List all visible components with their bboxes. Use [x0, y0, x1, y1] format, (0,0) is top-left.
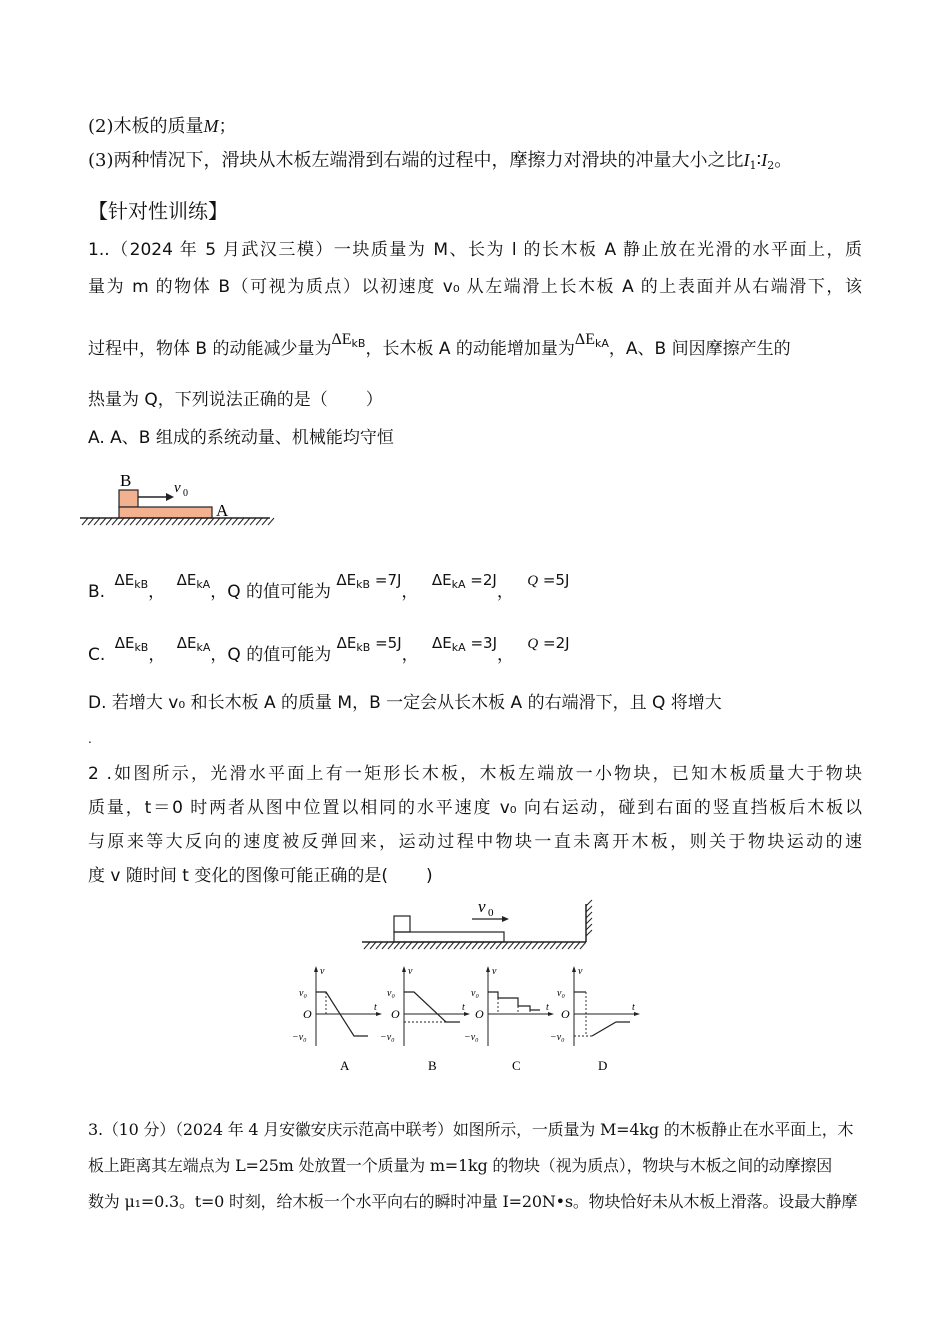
graph-B — [380, 966, 470, 1073]
hatch-mark — [418, 942, 424, 949]
hatch-mark — [130, 518, 136, 525]
hatch-mark — [136, 518, 142, 525]
hatch-mark — [142, 518, 148, 525]
block-b — [119, 490, 138, 507]
option-c-v3: Q =2J — [527, 634, 570, 652]
label-v-sub: 0 — [488, 907, 494, 919]
v-arrow-icon — [402, 966, 406, 972]
hatch-mark — [232, 518, 238, 525]
hatch-mark — [244, 518, 250, 525]
hatch-mark — [208, 518, 214, 525]
t-label: t — [546, 1002, 549, 1013]
hatch-mark — [148, 518, 154, 525]
q1-line2: 量为 m 的物体 B（可视为质点）以初速度 v₀ 从左端滑上长木板 A 的上表面并从右端滑下，该 — [88, 277, 862, 297]
origin-label: O — [561, 1007, 570, 1021]
q2-line4-text: 度 v 随时间 t 变化的图像可能正确的是( — [88, 866, 388, 886]
graph-letter: C — [512, 1058, 521, 1073]
hatch-mark — [196, 518, 202, 525]
hatch-mark — [484, 942, 490, 949]
option-c-dEkB: $\Delta E_{kB}$ — [114, 634, 149, 654]
hatch-mark — [190, 518, 196, 525]
hatch-mark — [496, 942, 502, 949]
q3-line1: 3.（10 分）（2024 年 4 月安徽安庆示范高中联考）如图所示，一质量为 M=4kg 的木板静止在水平面上，木 — [88, 1120, 854, 1139]
graph-D — [550, 966, 640, 1073]
hatch-mark — [268, 518, 274, 525]
q2-line3: 与原来等大反向的速度被反弹回来，运动过程中物块一直未离开木板，则关于物块运动的速 — [88, 832, 862, 852]
q1-line3-a: 过程中，物体 B 的动能减少量为 — [88, 339, 332, 359]
item-2-text: (2)木板的质量 — [88, 116, 204, 137]
hatch-mark — [370, 942, 376, 949]
v0-label: v₀ — [557, 988, 565, 999]
neg-v0-label: −v₀ — [464, 1032, 479, 1043]
q1-line4 — [88, 388, 383, 412]
option-c-v1: $\Delta E_{kB} =5J$ — [336, 634, 402, 654]
hatch-mark — [400, 942, 406, 949]
neg-v0-label: −v₀ — [550, 1032, 565, 1043]
hatch-mark — [430, 942, 436, 949]
v-arrow-icon — [314, 966, 318, 972]
option-b-v3: Q =5J — [527, 571, 570, 589]
q3-line2: 板上距离其左端点为 L=25m 处放置一个质量为 m=1kg 的物块（视为质点），物块与木板之间的动摩擦因 — [88, 1156, 833, 1175]
hatch-mark — [184, 518, 190, 525]
hatch-mark — [460, 942, 466, 949]
hatch-mark — [514, 942, 520, 949]
q2-line2: 质量，t＝0 时两者从图中位置以相同的水平速度 v₀ 向右运动，碰到右面的竖直挡板后木板以 — [88, 798, 862, 818]
t-label: t — [462, 1002, 465, 1013]
hatch-mark — [586, 924, 592, 930]
hatch-mark — [124, 518, 130, 525]
velocity-curve — [488, 992, 540, 1010]
item-3-text: (3)两种情况下，滑块从木板左端滑到右端的过程中，摩擦力对滑块的冲量大小之比 — [88, 150, 744, 171]
graph-A — [292, 966, 382, 1073]
hatch-mark — [442, 942, 448, 949]
hatch-mark — [580, 942, 586, 949]
board-a — [119, 507, 212, 518]
v0-label: v₀ — [299, 988, 307, 999]
hatch-mark — [520, 942, 526, 949]
hatch-mark — [562, 942, 568, 949]
neg-v0-label: −v₀ — [292, 1032, 307, 1043]
hatch-mark — [262, 518, 268, 525]
q2-line4 — [88, 864, 433, 888]
q1-figure — [78, 468, 278, 534]
q1-option-c: C. $\Delta E_{kB}$， $\Delta E_{kA}$，Q 的值可能为 $\Delta E_{kB} =5J$， $\Delta E_{kA} =3J$， Q =2J — [88, 634, 570, 665]
hatch-mark — [550, 942, 556, 949]
q1-line4-text: 热量为 Q，下列说法正确的是（ — [88, 390, 328, 410]
option-b-v1: $\Delta E_{kB} =7J$ — [336, 571, 402, 591]
origin-label: O — [475, 1007, 484, 1021]
arrow-head-icon — [166, 493, 174, 501]
item-2-var: M — [203, 116, 219, 136]
long-board — [394, 932, 504, 942]
hatch-mark — [106, 518, 112, 525]
label-v: v — [478, 897, 486, 916]
hatch-mark — [424, 942, 430, 949]
graph-C — [464, 966, 554, 1073]
option-c-dEkA: $\Delta E_{kA}$ — [176, 634, 211, 654]
label-v: v — [174, 480, 181, 496]
option-b-v2: $\Delta E_{kA} =2J$ — [431, 571, 497, 591]
graph-letter: D — [598, 1058, 608, 1073]
hatch-mark — [118, 518, 124, 525]
hatch-mark — [88, 518, 94, 525]
option-b-prefix: B. — [88, 582, 106, 602]
hatch-mark — [94, 518, 100, 525]
item-2 — [88, 114, 237, 139]
item-3-i1: I — [743, 150, 750, 170]
t-arrow-icon — [464, 1012, 470, 1016]
hatch-mark — [538, 942, 544, 949]
q2-figure — [360, 896, 600, 954]
q1-line3-c: ，A、B 间因摩擦产生的 — [608, 339, 791, 359]
graph-letter: A — [340, 1058, 350, 1073]
item-2-end: ； — [218, 116, 237, 137]
hatch-mark — [508, 942, 514, 949]
hatch-mark — [160, 518, 166, 525]
v-label: v — [578, 966, 583, 977]
hatch-mark — [466, 942, 472, 949]
v0-label: v₀ — [471, 988, 479, 999]
hatch-mark — [586, 918, 592, 924]
q2-line1: 2 .如图所示，光滑水平面上有一矩形长木板，木板左端放一小物块，已知木板质量大于物块 — [88, 764, 862, 784]
hatch-mark — [382, 942, 388, 949]
hatch-mark — [490, 942, 496, 949]
t-label: t — [632, 1002, 635, 1013]
hatch-mark — [154, 518, 160, 525]
hatch-mark — [112, 518, 118, 525]
option-c-v2: $\Delta E_{kA} =3J$ — [432, 634, 498, 654]
v-label: v — [492, 966, 497, 977]
section-heading: 【针对性训练】 — [88, 199, 228, 223]
q1-line4-end: ） — [365, 390, 383, 410]
v-arrow-icon — [486, 966, 490, 972]
hatch-mark — [556, 942, 562, 949]
option-b-dEkB: $\Delta E_{kB}$ — [114, 571, 149, 591]
small-block — [394, 916, 410, 932]
label-b: B — [120, 471, 132, 490]
item-3-end: 。 — [774, 150, 793, 171]
hatch-mark — [586, 930, 592, 936]
v0-label: v₀ — [387, 988, 395, 999]
v-arrow-icon — [572, 966, 576, 972]
hatch-mark — [202, 518, 208, 525]
arrow-head-icon — [502, 916, 509, 922]
item-3-i2: I — [761, 150, 768, 170]
q2-graphs — [288, 964, 664, 1076]
origin-label: O — [391, 1007, 400, 1021]
hatch-mark — [178, 518, 184, 525]
q1-line3-b: ，长木板 A 的动能增加量为 — [365, 339, 575, 359]
q1-line3 — [88, 331, 791, 366]
hatch-mark — [406, 942, 412, 949]
hatch-mark — [448, 942, 454, 949]
hatch-mark — [586, 912, 592, 918]
hatch-mark — [256, 518, 262, 525]
hatch-mark — [586, 900, 592, 906]
dEkB-symbol: $\Delta E_{kB}$ — [331, 331, 366, 350]
t-arrow-icon — [634, 1012, 640, 1016]
hatch-mark — [250, 518, 256, 525]
hatch-mark — [502, 942, 508, 949]
hatch-mark — [364, 942, 370, 949]
hatch-mark — [376, 942, 382, 949]
q2-line4-end: ) — [425, 866, 433, 886]
v-label: v — [320, 966, 325, 977]
option-b-dEkA: $\Delta E_{kA}$ — [176, 571, 211, 591]
q1-option-a: A. A、B 组成的系统动量、机械能均守恒 — [88, 428, 394, 448]
hatch-mark — [586, 906, 592, 912]
hatch-mark — [436, 942, 442, 949]
origin-label: O — [303, 1007, 312, 1021]
graph-letter: B — [428, 1058, 437, 1073]
hatch-mark — [526, 942, 532, 949]
hatch-mark — [394, 942, 400, 949]
label-a: A — [216, 501, 229, 520]
item-3-sep: ∶ — [756, 150, 762, 171]
velocity-curve — [592, 1022, 630, 1036]
hatch-mark — [388, 942, 394, 949]
dEkA-symbol: $\Delta E_{kA}$ — [574, 331, 609, 350]
velocity-curve — [404, 992, 460, 1022]
hatch-mark — [574, 942, 580, 949]
hatch-mark — [100, 518, 106, 525]
t-arrow-icon — [376, 1012, 382, 1016]
hatch-mark — [82, 518, 88, 525]
hatch-mark — [412, 942, 418, 949]
hatch-mark — [472, 942, 478, 949]
neg-v0-label: −v₀ — [380, 1032, 395, 1043]
hatch-mark — [544, 942, 550, 949]
label-v-sub: 0 — [183, 488, 188, 499]
hatch-mark — [454, 942, 460, 949]
q1-option-b: B. $\Delta E_{kB}$， $\Delta E_{kA}$，Q 的值可能为 $\Delta E_{kB} =7J$， $\Delta E_{kA} =2J$， Q =5J — [88, 571, 570, 602]
q1-dot: . — [88, 732, 92, 746]
hatch-mark — [568, 942, 574, 949]
q1-line1: 1..（2024 年 5 月武汉三模）一块质量为 M、长为 l 的长木板 A 静止放在光滑的水平面上，质 — [88, 240, 862, 260]
hatch-mark — [532, 942, 538, 949]
hatch-mark — [166, 518, 172, 525]
t-arrow-icon — [548, 1012, 554, 1016]
q1-option-d: D. 若增大 v₀ 和长木板 A 的质量 M，B 一定会从长木板 A 的右端滑下，且 Q 将增大 — [88, 693, 722, 713]
t-label: t — [374, 1002, 377, 1013]
v-label: v — [408, 966, 413, 977]
hatch-mark — [172, 518, 178, 525]
hatch-mark — [478, 942, 484, 949]
hatch-mark — [238, 518, 244, 525]
q3-line3: 数为 μ₁=0.3。t=0 时刻，给木板一个水平向右的瞬时冲量 I=20N•s。物块恰好未从木板上滑落。设最大静摩 — [88, 1192, 858, 1211]
item-3: (3)两种情况下，滑块从木板左端滑到右端的过程中，摩擦力对滑块的冲量大小之比$I_1∶I_2$。 — [88, 150, 793, 172]
option-c-prefix: C. — [88, 645, 106, 665]
